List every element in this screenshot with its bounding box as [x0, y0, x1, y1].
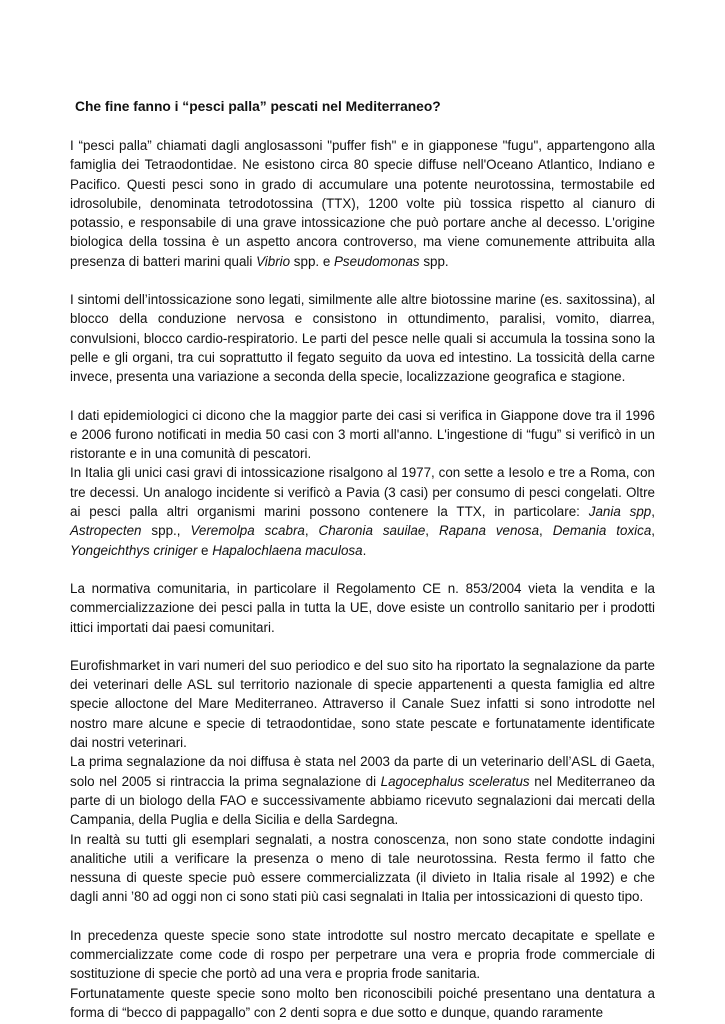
separator: ,: [304, 523, 319, 539]
separator: ,: [651, 504, 655, 520]
paragraph-italy-cases: [70, 463, 655, 559]
paragraph-fraud: In precedenza queste specie sono state introdotte sul nostro mercato decapitate e spellate e commercializzate come code di rospo per perpetrare una vera e propria frode commerciale di sostituzione di specie che portò ad una vera e propria frode sanitaria.: [70, 927, 655, 982]
separator: .: [362, 542, 367, 558]
paragraph-symptoms: I sintomi dell’intossicazione sono legati, similmente alle altre biotossine marine (es. saxitossina), al blocco della conduzione nervosa e consistono in ottundimento, paralisi, vomito, diarrea, convulsioni, blocco cardio-respiratorio. Le parti del pesce nelle quali si accumula la tossina sono la pelle e gli organi, tra cui soprattutto il fegato seguito da uova ed intestino. La tossicità della carne invece, presenta una variazione a seconda della specie, localizzazione geografica e stagione.: [70, 292, 655, 385]
paragraph-epidemiology: I dati epidemiologici ci dicono che la maggior parte dei casi si verifica in Giappone dove tra il 1996 e 2006 furono notificati in media 50 casi con 3 morti all'anno. L'ingestione di “fugu” si verificò in un ristorante e in una comunità di pescatori.: [70, 407, 655, 462]
intro-text-3: spp.: [419, 253, 449, 269]
separator: e: [197, 542, 213, 558]
paragraph-gap: [70, 907, 655, 926]
paragraph-regulation: La normativa comunitaria, in particolare il Regolamento CE n. 853/2004 vieta la vendita e la commercializzazione dei pesci palla in tutta la UE, dove esiste un controllo sanitario per i prodotti ittici importati dai paesi comunitari.: [70, 580, 655, 635]
species-yongeichthys: Yongeichthys criniger: [70, 542, 198, 558]
first-report-text: La prima segnalazione da noi diffusa è stata nel 2003 da parte di un veterinario dell’ASL di Gaeta, solo nel 2005 si rintraccia la prima segnalazione di: [70, 754, 655, 789]
species-veremolpa: Veremolpa scabra: [190, 523, 305, 539]
separator: spp.,: [141, 523, 191, 539]
species-jania: Jania spp: [588, 504, 652, 520]
species-pseudomonas: Pseudomonas: [334, 253, 420, 269]
paragraph-first-report: [70, 752, 655, 829]
paragraph-gap: [70, 271, 655, 290]
species-rapana: Rapana venosa: [438, 523, 540, 539]
paragraph-eurofishmarket: Eurofishmarket in vari numeri del suo periodico e del suo sito ha riportato la segnalazione da parte dei veterinari delle ASL sul territorio nazionale di specie appartenenti a questa famiglia ed altre specie alloctone del Mare Mediterraneo. Attraverso il Canale Suez infatti si sono introdotte nel nostro mare alcune e specie di tetraodontidae, sono state pescate e fortunatamente identificate dai nostri veterinari.: [70, 657, 655, 751]
italy-cases-text: In Italia gli unici casi gravi di intossicazione risalgono al 1977, con sette a Iesolo e tre a Roma, con tre decessi. Un analogo incidente si verificò a Pavia (3 casi) per consumo di pesci congelati. Oltre ai pesci palla altri organismi marini possono contenere la TTX, in particolare:: [70, 465, 655, 520]
species-demania: Demania toxica: [552, 523, 652, 539]
paragraph-gap: [70, 560, 655, 579]
document-title: Che fine fanno i “pesci palla” pescati nel Mediterraneo?: [75, 99, 441, 114]
paragraph-gap: [70, 387, 655, 406]
paragraph-analysis: In realtà su tutti gli esemplari segnalati, a nostra conoscenza, non sono state condotte indagini analitiche utili a verificare la presenza o meno di tale neurotossina. Resta fermo il fatto che nessuna di queste specie può essere commercializzata (il divieto in Italia risale al 1992) e che dagli anni ’80 ad oggi non ci sono stati più casi segnalati in Italia per intossicazioni di questo tipo.: [70, 831, 655, 905]
species-astropecten: Astropecten: [70, 523, 142, 539]
separator: ,: [651, 523, 655, 539]
intro-text-2: spp. e: [290, 253, 334, 269]
paragraph-gap: [70, 637, 655, 656]
species-vibrio: Vibrio: [256, 253, 291, 269]
intro-text: I “pesci palla” chiamati dagli anglosassoni "puffer fish" e in giapponese "fugu", appartengono alla famiglia dei Tetraodontidae. Ne esistono circa 80 specie diffuse nell'Oceano Atlantico, Indiano e Pacifico. Questi pesci sono in grado di accumulare una potente neurotossina, termostabile ed idrosolubile, denominata tetrodotossina (TTX), 1200 volte più tossica rispetto al cianuro di potassio, e responsabile di una grave intossicazione che può portare anche al decesso. L'origine biologica della tossina è un aspetto ancora controverso, ma viene comunemente attribuita alla presenza di batteri marini quali: [70, 138, 655, 269]
species-hapalochlaena: Hapalochlaena maculosa: [212, 542, 363, 558]
paragraph-intro: [70, 136, 655, 271]
paragraph-recognition: Fortunatamente queste specie sono molto ben riconoscibili poiché presentano una dentatura a forma di “becco di pappagallo” con 2 denti sopra e due sotto e dunque, quando raramente: [70, 985, 655, 1020]
separator: ,: [539, 523, 553, 539]
species-charonia: Charonia sauilae: [318, 523, 426, 539]
separator: ,: [425, 523, 439, 539]
first-report-text-2: nel Mediterraneo da parte di un biologo della FAO e successivamente abbiamo ricevuto segnalazioni dai mercati della Campania, della Puglia e della Sicilia e della Sardegna.: [70, 773, 656, 828]
species-lagocephalus: Lagocephalus sceleratus: [380, 773, 530, 789]
